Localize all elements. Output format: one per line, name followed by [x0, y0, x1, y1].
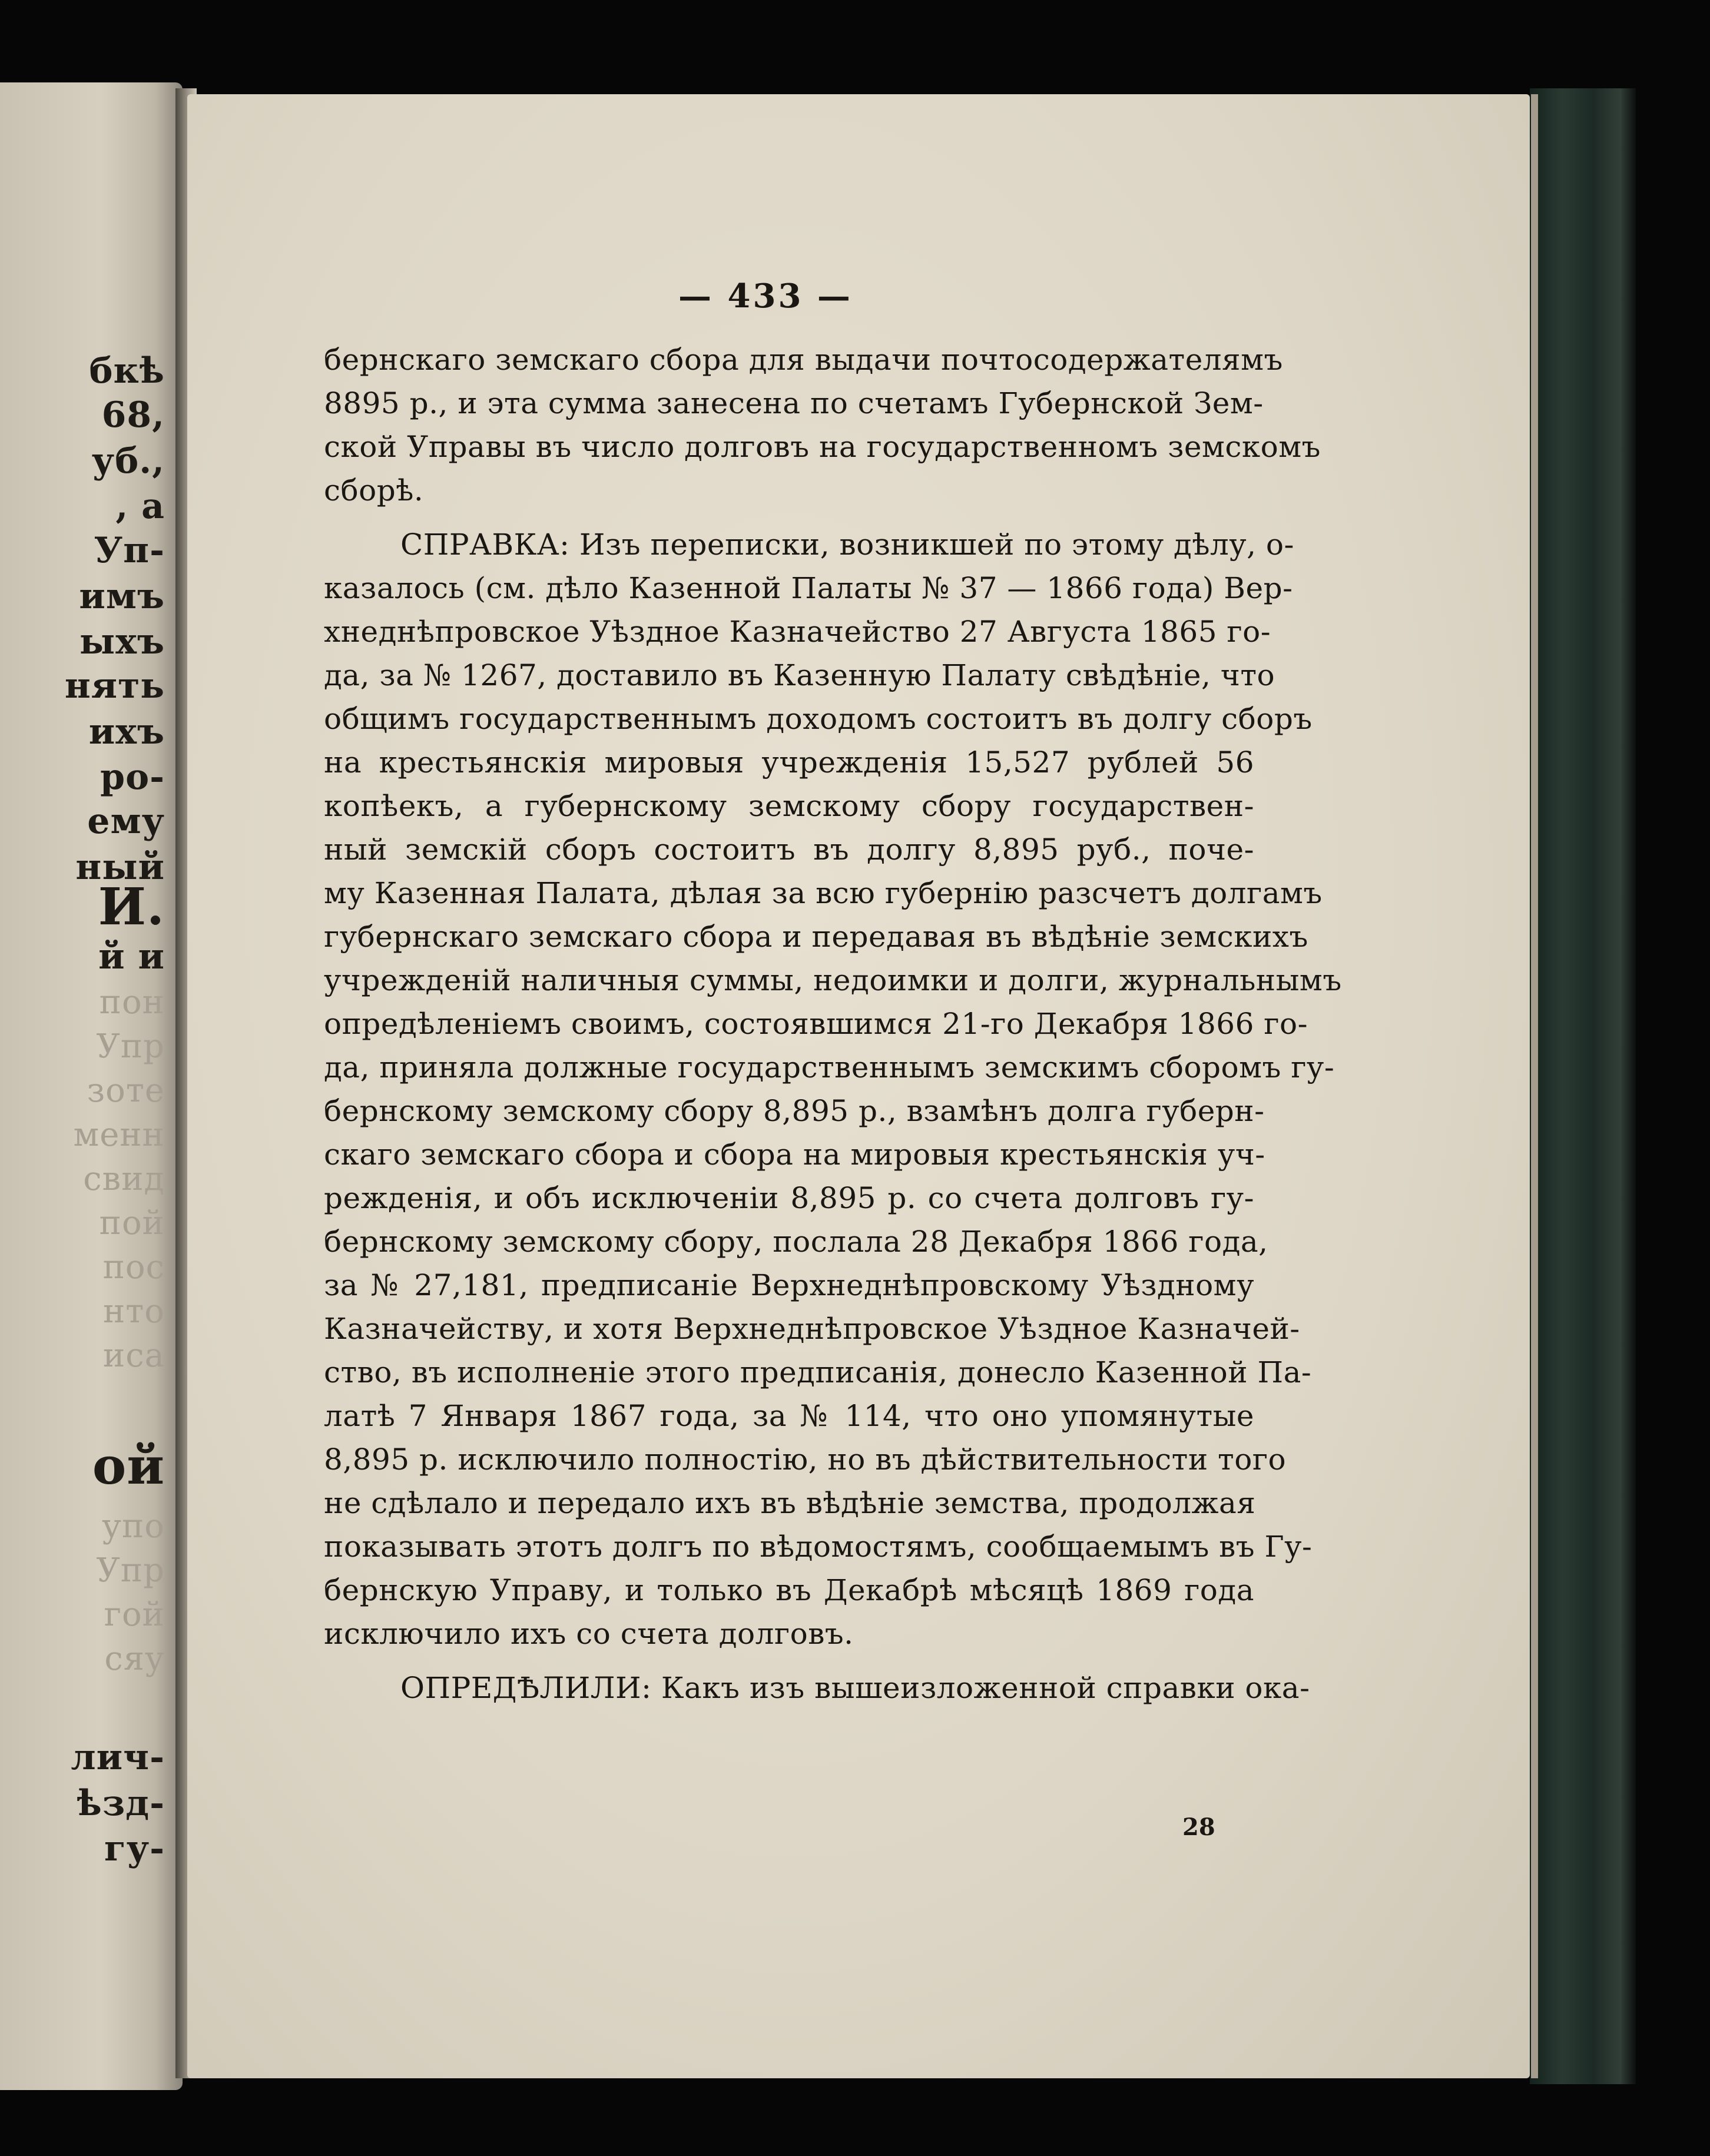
text-line: ской Управы въ число долговъ на государственномъ земскомъ: [324, 430, 1321, 464]
left-fragment: имъ: [79, 576, 165, 617]
left-fragment: ему: [87, 801, 165, 842]
left-fragment: бкѣ: [89, 350, 165, 392]
left-fragment: Уп-: [94, 530, 165, 571]
text-line: режденія, и объ исключеніи 8,895 р. со счета долговъ гу-: [324, 1181, 1254, 1215]
left-page-fragments: [0, 82, 183, 2090]
text-line: ство, въ исполненіе этого предписанія, донесло Казенной Па-: [324, 1355, 1312, 1389]
text-line: бернскаго земскаго сбора для выдачи почтосодержателямъ: [324, 343, 1283, 377]
left-fragment: иса: [102, 1336, 165, 1375]
text-line: сборѣ.: [324, 473, 424, 508]
text-line: му Казенная Палата, дѣлая за всю губернію разсчетъ долгамъ: [324, 876, 1323, 910]
page-content: [324, 277, 1342, 1710]
left-fragment: зоте: [87, 1072, 165, 1110]
text-line: губернскаго земскаго сбора и передавая въ вѣдѣніе земскихъ: [324, 920, 1308, 954]
left-fragment: упо: [102, 1507, 165, 1545]
text-line: копѣекъ, а губернскому земскому сбору государствен-: [324, 789, 1254, 823]
left-fragment: Упр: [96, 1027, 165, 1066]
left-fragment: пон: [99, 983, 165, 1021]
left-fragment: менн: [73, 1116, 165, 1154]
text-line: да, за № 1267, доставило въ Казенную Палату свѣдѣніе, что: [324, 658, 1275, 692]
text-line: показывать этотъ долгъ по вѣдомостямъ, сообщаемымъ въ Гу-: [324, 1530, 1313, 1564]
left-page: [0, 82, 183, 2090]
left-fragment: пой: [99, 1204, 165, 1242]
left-fragment: 68,: [101, 394, 165, 436]
text-line: ный земскій сборъ состоитъ въ долгу 8,895 руб., поче-: [324, 832, 1254, 867]
signature-mark: 28: [1182, 1813, 1215, 1841]
text-line: 8,895 р. исключило полностію, но въ дѣйствительности того: [324, 1442, 1287, 1477]
left-fragment: гу-: [104, 1828, 165, 1869]
left-fragment: свид: [83, 1160, 165, 1198]
text-line: общимъ государственнымъ доходомъ состоитъ въ долгу сборъ: [324, 702, 1313, 736]
left-fragment: сяу: [104, 1640, 165, 1678]
left-fragment: ный: [75, 847, 165, 888]
left-fragment: гой: [104, 1596, 165, 1634]
text-line: казалось (см. дѣло Казенной Палаты № 37 — 1866 года) Вер-: [324, 571, 1293, 605]
text-line: бернскую Управу, и только въ Декабрѣ мѣсяцѣ 1869 года: [324, 1573, 1254, 1607]
text-line: да, приняла должные государственнымъ земскимъ сборомъ гу-: [324, 1050, 1335, 1084]
text-line: Казначейству, и хотя Верхнеднѣпровское Уѣздное Казначей-: [324, 1312, 1300, 1346]
left-fragment: И.: [98, 877, 165, 937]
left-fragment: Упр: [96, 1551, 165, 1590]
book-cover-binding: [1530, 88, 1636, 2084]
page-stack-edge: [1531, 94, 1538, 2078]
left-fragment: ихъ: [88, 711, 165, 752]
text-line: бернскому земскому сбору 8,895 р., взамѣнъ долга губерн-: [324, 1094, 1265, 1128]
left-fragment: ыхъ: [79, 621, 165, 662]
text-line: не сдѣлало и передало ихъ въ вѣдѣніе земства, продолжая: [324, 1486, 1256, 1520]
left-fragment: , а: [115, 486, 165, 527]
text-line: ОПРЕДѢЛИЛИ: Какъ изъ вышеизложенной справки ока-: [400, 1671, 1310, 1705]
page-number: — 433 —: [678, 277, 853, 316]
text-line: бернскому земскому сбору, послала 28 Декабря 1866 года,: [324, 1225, 1268, 1259]
left-fragment: пос: [102, 1248, 165, 1286]
left-fragment: нто: [102, 1292, 165, 1331]
text-line: на крестьянскія мировыя учрежденія 15,527 рублей 56: [324, 745, 1254, 780]
text-line: скаго земскаго сбора и сбора на мировыя крестьянскія уч-: [324, 1137, 1265, 1172]
text-line: за № 27,181, предписаніе Верхнеднѣпровскому Уѣздному: [324, 1268, 1254, 1302]
text-line: учрежденій наличныя суммы, недоимки и долги, журнальнымъ: [324, 963, 1342, 997]
text-line: хнеднѣпровское Уѣздное Казначейство 27 Августа 1865 го-: [324, 615, 1271, 649]
left-fragment: ой: [92, 1437, 165, 1496]
text-line: СПРАВКА: Изъ переписки, возникшей по этому дѣлу, о-: [400, 528, 1294, 562]
text-line: латѣ 7 Января 1867 года, за № 114, что оно упомянутые: [324, 1399, 1254, 1433]
text-line: 8895 р., и эта сумма занесена по счетамъ Губернской Зем-: [324, 386, 1264, 420]
left-fragment: уб.,: [91, 440, 165, 482]
left-fragment: ро-: [100, 757, 165, 798]
text-line: опредѣленіемъ своимъ, состоявшимся 21-го Декабря 1866 го-: [324, 1007, 1308, 1041]
left-fragment: й и: [98, 936, 165, 977]
left-fragment: лич-: [71, 1737, 165, 1778]
left-fragment: нять: [64, 665, 165, 706]
text-line: исключило ихъ со счета долговъ.: [324, 1617, 854, 1651]
left-fragment: ѣзд-: [77, 1783, 165, 1824]
